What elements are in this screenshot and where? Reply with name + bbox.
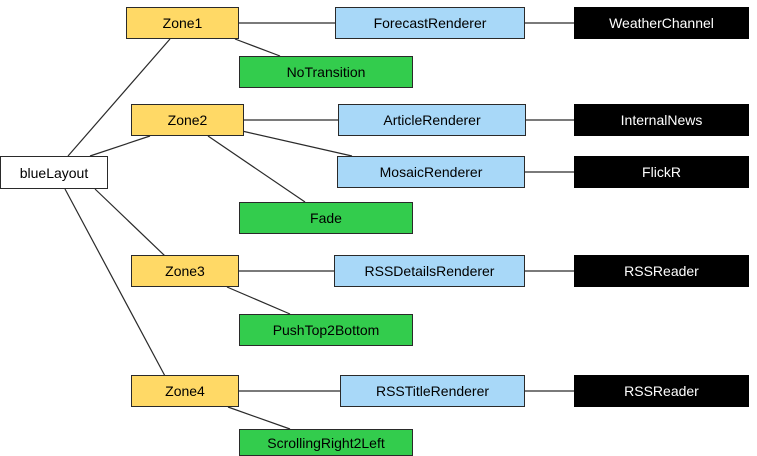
edge-zone3-transition (227, 287, 290, 314)
renderer-node-zone4[interactable]: RSSTitleRenderer (340, 375, 525, 407)
edge-root-zone2 (90, 136, 150, 156)
renderer-node-zone2-a[interactable]: ArticleRenderer (338, 104, 526, 136)
transition-node-zone4[interactable]: ScrollingRight2Left (239, 429, 413, 456)
transition-node-zone3[interactable]: PushTop2Bottom (239, 314, 413, 346)
edge-zone4-transition (228, 407, 290, 429)
source-node-zone1[interactable]: WeatherChannel (574, 7, 749, 39)
transition-node-zone1[interactable]: NoTransition (239, 56, 413, 88)
renderer-node-zone2-b[interactable]: MosaicRenderer (337, 156, 525, 188)
renderer-node-zone3[interactable]: RSSDetailsRenderer (334, 255, 525, 287)
source-node-zone2-a[interactable]: InternalNews (574, 104, 749, 136)
edge-zone2-transition (208, 136, 305, 202)
zone2-node[interactable]: Zone2 (131, 104, 244, 136)
source-node-zone4[interactable]: RSSReader (574, 375, 749, 407)
zone3-node[interactable]: Zone3 (131, 255, 239, 287)
renderer-node-zone1[interactable]: ForecastRenderer (335, 7, 525, 39)
edge-zone1-transition (235, 39, 280, 56)
edge-zone2-renderer-b (242, 131, 352, 156)
edge-root-zone3 (95, 189, 165, 256)
transition-node-zone2[interactable]: Fade (239, 202, 413, 234)
edge-root-zone1 (68, 39, 170, 156)
root-layout-node[interactable]: blueLayout (0, 156, 108, 189)
zone1-node[interactable]: Zone1 (126, 7, 239, 39)
source-node-zone2-b[interactable]: FlickR (574, 156, 749, 188)
zone4-node[interactable]: Zone4 (131, 375, 239, 407)
source-node-zone3[interactable]: RSSReader (574, 255, 749, 287)
